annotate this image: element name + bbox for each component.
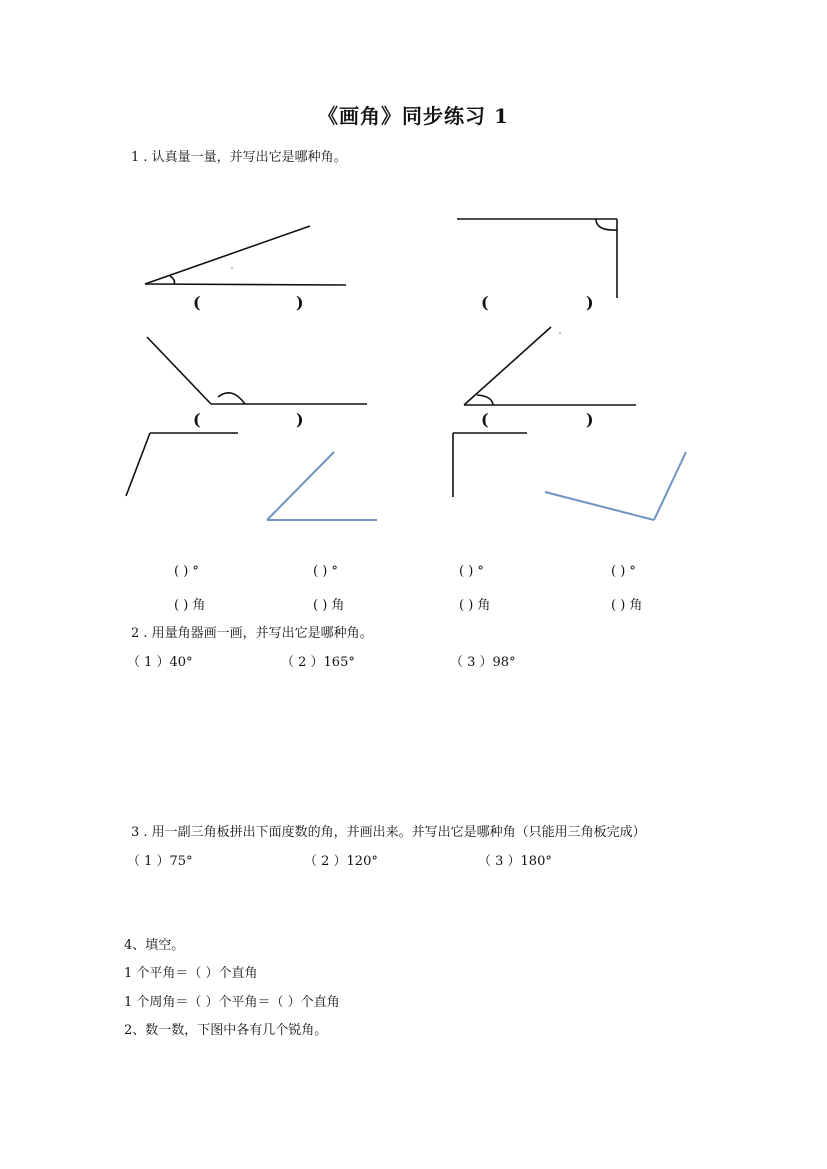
angle-6-ray-upper [267, 452, 334, 520]
question-1-prompt: 1 . 认真量一量，并写出它是哪种角。 [131, 150, 347, 165]
question-5-heading: 2、数一数，下图中各有几个锐角。 [124, 1023, 328, 1038]
answer-paren-open: ( [481, 293, 489, 312]
question-3-item: （ 2 ）120° [304, 854, 378, 869]
angle-type-blank[interactable]: ( ) 角 [459, 598, 491, 613]
question-3-prompt: 3 . 用一副三角板拼出下面度数的角，并画出来。并写出它是哪种角（只能用三角板完成） [131, 825, 646, 840]
answer-paren-close: ) [586, 293, 594, 312]
question-3-item: （ 1 ）75° [127, 854, 193, 869]
angle-3-arc [218, 393, 245, 404]
answer-paren-open: ( [193, 410, 201, 429]
answer-paren-close: ) [296, 293, 304, 312]
angle-4-arc [477, 395, 493, 405]
angle-type-blank[interactable]: ( ) 角 [313, 598, 345, 613]
question-2-prompt: 2 . 用量角器画一画，并写出它是哪种角。 [131, 626, 373, 641]
answer-paren-open: ( [481, 410, 489, 429]
angle-1-ray-lower [145, 284, 346, 285]
question-2-item: （ 1 ）40° [127, 655, 193, 670]
question-4-line-1[interactable]: 1 个平角＝（ ）个直角 [124, 966, 258, 981]
question-3-item: （ 3 ）180° [478, 854, 552, 869]
degree-blank[interactable]: ( ) ° [459, 564, 484, 579]
angle-1-ray-upper [145, 226, 310, 284]
question-4-line-2[interactable]: 1 个周角＝（ ）个平角＝（ ）个直角 [124, 995, 340, 1010]
degree-blank[interactable]: ( ) ° [611, 564, 636, 579]
angle-type-blank[interactable]: ( ) 角 [611, 598, 643, 613]
question-2-item: （ 3 ）98° [450, 655, 516, 670]
degree-blank[interactable]: ( ) ° [313, 564, 338, 579]
answer-paren-close: ) [296, 410, 304, 429]
angle-4-ray-upper [464, 327, 551, 405]
degree-blank[interactable]: ( ) ° [174, 564, 199, 579]
page-title: 《画角》同步练习 1 [318, 104, 509, 128]
angle-type-blank[interactable]: ( ) 角 [174, 598, 206, 613]
angle-5-ray-down [126, 433, 150, 496]
angle-8-ray-right [654, 452, 686, 520]
angle-1-arc [170, 276, 175, 284]
angle-2-arc [596, 219, 617, 230]
angle-8-ray-left [545, 492, 654, 520]
question-4-heading: 4、填空。 [124, 938, 185, 953]
answer-paren-close: ) [586, 410, 594, 429]
question-2-item: （ 2 ）165° [281, 655, 355, 670]
answer-paren-open: ( [193, 293, 201, 312]
angle-3-ray-left [147, 337, 211, 404]
